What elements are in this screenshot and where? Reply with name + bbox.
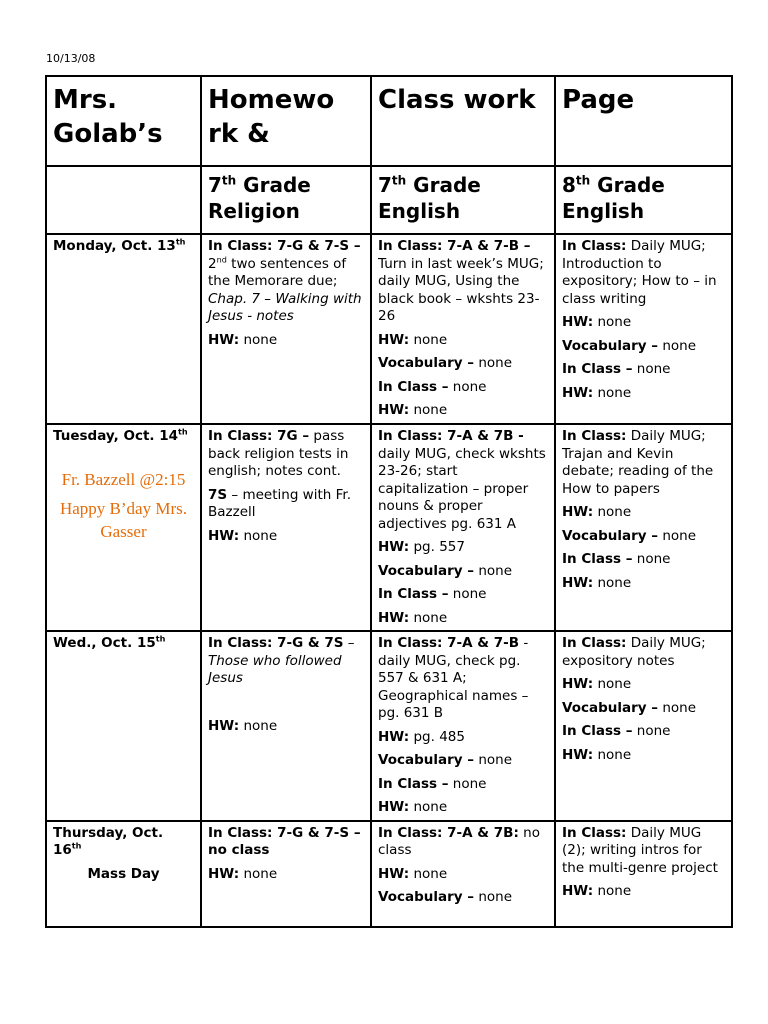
- note-fr-bazzell: Fr. Bazzell @2:15: [61, 469, 186, 489]
- subheader-english-8: 8th Grade English: [555, 166, 732, 234]
- day-cell-thursday: Thursday, Oct. 16th Mass Day: [46, 821, 201, 927]
- header-cell-teacher: Mrs. Golab’s: [46, 76, 201, 166]
- day-cell-tuesday: Tuesday, Oct. 14th Fr. Bazzell @2:15 Happy B’day Mrs. Gasser: [46, 424, 201, 631]
- day-cell-wednesday: Wed., Oct. 15th: [46, 631, 201, 821]
- religion-cell-wednesday: In Class: 7-G & 7S – Those who followed Jesus HW: none: [201, 631, 371, 821]
- religion-cell-thursday: In Class: 7-G & 7-S – no class HW: none: [201, 821, 371, 927]
- subheader-english-7: 7th Grade English: [371, 166, 555, 234]
- subheader-religion-7: 7th Grade Religion: [201, 166, 371, 234]
- english7-cell-tuesday: In Class: 7-A & 7B - daily MUG, check wkshts 23-26; start capitalization – proper nouns & proper adjectives pg. 631 A HW: pg. 557 Vocabulary – none In Class – none HW: none: [371, 424, 555, 631]
- header-cell-classwork: Class work: [371, 76, 555, 166]
- header-row: [46, 76, 732, 166]
- english8-cell-thursday: In Class: Daily MUG (2); writing intros for the multi-genre project HW: none: [555, 821, 732, 927]
- table-row-wednesday: [46, 631, 732, 821]
- note-birthday: Happy B’day Mrs. Gasser: [59, 498, 187, 541]
- table-row-thursday: [46, 821, 732, 927]
- subheader-empty-cell: [46, 166, 201, 234]
- english8-cell-monday: In Class: Daily MUG; Introduction to expository; How to – in class writing HW: none Vocabulary – none In Class – none HW: none: [555, 234, 732, 424]
- document-date: 10/13/08: [46, 52, 96, 65]
- homework-planner-table: [45, 75, 733, 928]
- english8-cell-tuesday: In Class: Daily MUG; Trajan and Kevin debate; reading of the How to papers HW: none Vocabulary – none In Class – none HW: none: [555, 424, 732, 631]
- note-mass-day: Mass Day: [87, 865, 160, 882]
- english8-cell-wednesday: In Class: Daily MUG; expository notes HW: none Vocabulary – none In Class – none HW: none: [555, 631, 732, 821]
- header-cell-page: Page: [555, 76, 732, 166]
- religion-cell-tuesday: In Class: 7G – pass back religion tests in english; notes cont. 7S – meeting with Fr. Bazzell HW: none: [201, 424, 371, 631]
- english7-cell-monday: In Class: 7-A & 7-B – Turn in last week’s MUG; daily MUG, Using the black book – wkshts 23-26 HW: none Vocabulary – none In Class – none HW: none: [371, 234, 555, 424]
- english7-cell-thursday: In Class: 7-A & 7B: no class HW: none Vocabulary – none: [371, 821, 555, 927]
- header-cell-homework: Homewo rk &: [201, 76, 371, 166]
- table-row-tuesday: [46, 424, 732, 631]
- day-cell-monday: Monday, Oct. 13th: [46, 234, 201, 424]
- english7-cell-wednesday: In Class: 7-A & 7-B - daily MUG, check pg. 557 & 631 A; Geographical names – pg. 631 B HW: pg. 485 Vocabulary – none In Class – none HW: none: [371, 631, 555, 821]
- religion-cell-monday: In Class: 7-G & 7-S – 2nd two sentences of the Memorare due; Chap. 7 – Walking with Jesus - notes HW: none: [201, 234, 371, 424]
- table-row-monday: [46, 234, 732, 424]
- subheader-row: [46, 166, 732, 234]
